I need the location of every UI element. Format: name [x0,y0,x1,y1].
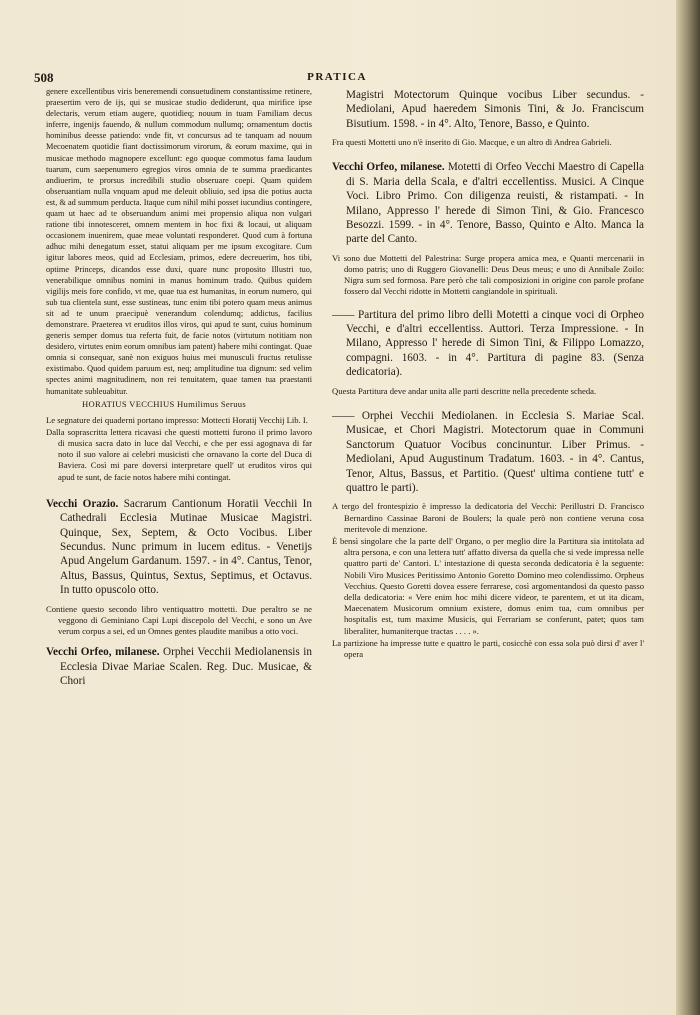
entry-vecchi-orfeo-2 [332,160,644,246]
left-column [46,86,312,689]
entry-body: Motetti di Orfeo Vecchi Maestro di Capella di S. Maria della Scala, e d'altri eccellentiss. Musici. A Cinque Voci. Libro Primo. Con diligenza reuisti, & ristampati. - In Milano, Appresso l' herede di Simon Tini, & Gio. Francesco Besozzi. 1599. - in 4°. Tenore, Basso, Quinto e Alto. Manca la parte del Canto. [346,161,645,246]
entry-vecchi-orfeo-1 [46,645,312,688]
note-palestrina: Vi sono due Mottetti del Palestrina: Surge propera amica mea, e Quanti mercenarii in domo patris; uno di Ruggero Giovanelli: Deus Deus meus; e uno di Annibale Zoilo: Nigra sum sed formosa. Pare però che tali composizioni in origine con parole profane fossero dal Vecchi ridotte in Mottetti cangiandole in spirituali. [332,252,644,297]
note-letter-commentary: Dalla soprascritta lettera ricavasi che questi mottetti furono il primo lavoro di musica sacra dato in luce dal Vecchi, e che per essi agognava di far noto il suo valore ai celebri musicisti che ornavano la corte del Duca di Baviera. Così mi pare doversi interpretare quell' ut eruditos viros qui apud te sunt, de facie notos habere mihi contingat. [46,426,312,482]
dedication-signature: HORATIUS VECCHIUS Humilimus Seruus [82,398,247,409]
latin-dedication-text: genere excellentibus viris beneremendi consuetudinem constantissime retinere, praesertim vero de ijs, qui se musicae studio dediderunt, qua mirifice ipse delectaris, verum etiam augere, quotidieq; nouum in tuam Familiam decus inferre, ingenijs fauendo, & nullum commodum nullumq; ornamentum doctis hominibus deesse patiendo: vnde fit, vt concursus ad te tanquam ad nouum Mecoenatem quotidie fiant doctissimorum virorum, & eorum maxime, qui in musicae methodo magnopere excellunt: ego quoque commotus fama laudum tuarum, cum saepenumero egregios viros omnia de te summa praedicantes andiuerim, te prorsus incredibili studio obseruare coepi. Quam quidem obseruantiam nulla vnquam apud me deleuit obliuio, sed ipsa die potius aucta est, & ad summum perducta. Itaque cum nihil mihi posset iucundius contingere, quam ut haec ad te obseruandum animi mei propensio aliqua non vulgari ratione tibi innotesceret, omnem mentem in hoc fixi & locaui, ut aliquam occasionem inuenirem, quae meae voluntati responderet. Quod cum à fortuna adhuc mihi denegatum esset, statui aliquam per me ipsum excogitare. Cum igitur labores meos, quid ad Ecclesiam, primos, edere decreuerim, hos tibi, optime Princeps, dicandos esse duxi, quare nunc proposito Illustri tuo, venerabilique omnibus nomini in manus hominum trado. Quibus quidem vigilijs meis fore confido, vt me, quae tua est humanitas, in eorum numero, qui sub tua clientela sunt, esse sustineas, tunc enim tibi potero quam meus animus sit ad te unum praecipuè venerandum colendumq; addictus, facilius demonstrare. Praeterea vt eruditos illos viros, qui apud te sunt, cuius hominum generis semper domus tua referta fuit, de facie notos (virtutum notitiam non desidero, virtutes enim eorum omnibus iam patent) habere mihi contingat. Quae omnia si consequar, sanè non exiguos huius mei munusculi fructus retulisse existimabo. Quod quidem paruum est, neq; amplitudine tua dignum: sed velim spectes animi magnitudinem, non rei tenuitatem, quae tamen tua praestanti humanitate subleuabitur. [46,87,312,396]
note-partitura: Questa Partitura deve andar unita alle parti descritte nella precedente scheda. [332,385,597,396]
entry-heading: Vecchi Orazio. [46,497,119,510]
note-partizione: La partizione ha impresse tutte e quattro le parti, cosicchè con essa sola può dirsi d' aver l' opera [332,637,644,659]
entry-heading: Vecchi Orfeo, milanese. [46,646,160,659]
entry-continuation: Magistri Motectorum Quinque vocibus Liber secundus. - Mediolani, Apud haeredem Simonis Tini, & Jo. Franciscum Bisutium. 1598. - in 4°. Alto, Tenore, Basso, e Quinto. [346,89,644,130]
entry-heading: Vecchi Orfeo, milanese. [332,161,445,174]
page-number: 508 [34,70,54,85]
entry-motectorum [332,409,644,495]
note-signatures: Le segnature dei quaderni portano impresso: Mottecti Horatij Vecchij Lib. I. [46,414,308,425]
entry-body: Partitura del primo libro delli Motetti a cinque voci di Orpheo Vecchi, e d'altri eccellentiss. Auttori. Terza Impressione. - In Milano, Appresso l' herede di Simon Tini, & Filippo Lomazzo, compagni. 1603. - in 4°. Partitura di pagine 83. (Senza dedicatoria). [346,308,644,379]
right-column [332,86,644,660]
page-header-title: PRATICA [307,71,367,83]
note-macque-gabrieli: Fra questi Mottetti uno n'è inserito di Gio. Macque, e un altro di Andrea Gabrieli. [332,137,612,148]
note-second-book: Contiene questo secondo libro ventiquattro mottetti. Due peraltro se ne veggono di Geminiano Capi Lupi discepolo del Vecchi, e sono un Ave verum corpus a sei, ed un Omnes gentes plaudite manibus a otto voci. [46,603,312,637]
entry-dash: —— [332,308,355,321]
book-gutter-shadow [676,0,700,1015]
note-goretti: È bensì singolare che la parte dell' Organo, o per meglio dire la Partitura sia intitolata ad altra persona, e con una lettera tutt' affatto diversa da quella che si vede impressa nelle quattro parti de' Cantori. L' intestazione di questa seconda dedicatoria è la seguente: Nobili Viro Musices Peritissimo Antonio Goretto Domino meo colendissimo. Orpheus Vecchius. Questo Goretti dovea essere ferrarese, così argomentandosi da questo passo della dedicatoria: « Vere enim hoc mihi dicere videor, te parentem, et ut ita dicam, Maecenatem Musicorum omnium existere, domus enim tua, cum omnibus per hospitalis est, tum maxime Musicis, qui Ferrariam se conferunt, patet; quos tam liberaliter, humaniterque tractas . . . . ». [332,535,644,636]
entry-dash: —— [332,409,355,422]
note-dedicatoria: A tergo del frontespizio è impresso la dedicatoria del Vecchi: Perillustri D. Francisco Bernardino Cassinae Baroni de Boulers; la quale però non contiene veruna cosa meritevole di menzione. [332,501,644,534]
running-head [34,70,640,86]
entry-vecchi-orazio [46,497,312,598]
entry-body: Sacrarum Cantionum Horatii Vecchii In Cathedrali Ecclesia Mutinae Musicae Magistri. Quinque, Sex, Septem, & Octo Vocibus. Liber Secundus. Nunc primum in lucem editus. - Venetijs Apud Angelum Gardanum. 1597. - in 4°. Cantus, Tenor, Altus, Bassus, Quintus, Sextus, Septimus, et Octavus. In tutto opuscolo otto. [60,497,313,597]
entry-body: Orphei Vecchii Mediolanen. in Ecclesia S. Mariae Scal. Musicae, et Chori Magistri. Motectorum quae in Communi Sanctorum Quatuor Vocibus concinuntur. Liber Primus. - Mediolani, Apud Augustinum Tradatum. 1603. - in 4°. Cantus, Tenor, Altus, Bassus, et Partitio. (Quest' ultima contiene tutt' e quattro le parti). [346,409,644,494]
entry-body: Orphei Vecchii Mediolanensis in Ecclesia Divae Mariae Scalen. Reg. Duc. Musicae, & Chori [60,646,312,688]
entry-partitura [332,308,644,380]
